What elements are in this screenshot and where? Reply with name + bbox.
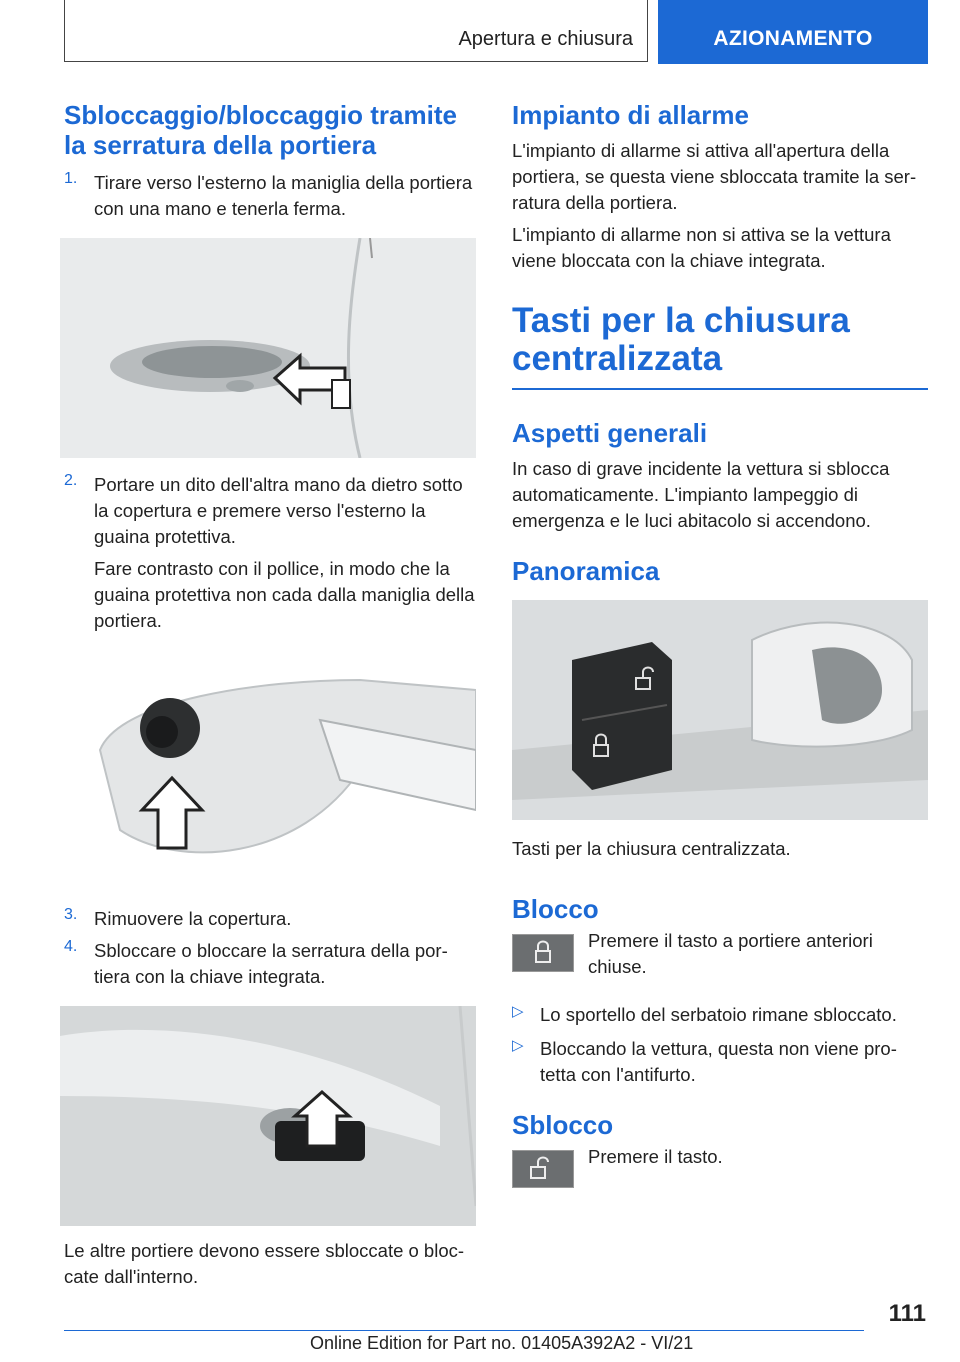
step-1: 1. Tirare verso l'esterno la maniglia della portiera con una mano e tenerla ferma. <box>64 170 473 219</box>
lock-button-icon <box>512 934 574 972</box>
figure-handle-cover-removal <box>60 660 476 884</box>
step-2: 2. Portare un dito dell'altra mano da dietro sotto la copertura e premere verso l'esterno la guaina protettiva. Fare contrasto con il pollice, in modo che la guaina protettiva non cada dalla maniglia della portiera. <box>64 472 475 631</box>
footer-rule <box>64 1330 864 1331</box>
general-paragraph: In caso di grave incidente la vettura si sblocca automaticamente. L'impianto lampeggio di emergenza e le luci abitacolo si accendono. <box>512 458 890 531</box>
central-locking-illustration <box>512 600 928 820</box>
cover-removal-illustration <box>60 660 476 884</box>
page-header <box>64 0 928 64</box>
unlock-icon <box>513 1151 573 1187</box>
main-heading-central-locking: Tasti per la chiusura centralizzata <box>512 301 850 378</box>
lock-icon <box>513 935 573 971</box>
alarm-paragraph-2: L'impianto di allarme non si attiva se la vettura viene bloccata con la chiave integrata. <box>512 224 891 271</box>
unlock-instruction: Premere il tasto. <box>512 1150 928 1190</box>
figure-door-handle-pull <box>60 238 476 458</box>
step-4: 4. Sbloccare o bloccare la serratura della por- tiera con la chiave integrata. <box>64 938 448 987</box>
chapter-title: AZIONAMENTO <box>713 27 873 50</box>
edition-note: Online Edition for Part no. 01405A392A2 - VI/21 <box>310 1333 694 1353</box>
overview-heading: Panoramica <box>512 556 660 586</box>
overview-caption: Tasti per la chiusura centralizzata. <box>512 838 791 859</box>
lock-heading: Blocco <box>512 894 599 924</box>
section-heading-door-lock: Sbloccaggio/bloccaggio tramite la serratura della portiera <box>64 100 457 160</box>
right-column <box>512 100 928 1190</box>
step-3: 3. Rimuovere la copertura. <box>64 906 292 929</box>
figure-integrated-key <box>60 1006 476 1226</box>
page-number: 111 <box>888 1300 926 1327</box>
bullet-fuel-flap: ▷ Lo sportello del serbatoio rimane sbloccato. <box>512 1003 897 1025</box>
lock-instruction: Premere il tasto a portiere anteriori chiuse. <box>512 934 928 990</box>
integrated-key-illustration <box>60 1006 476 1226</box>
section-tab <box>64 0 648 62</box>
triangle-bullet-icon: ▷ <box>512 1003 524 1020</box>
section-title: Apertura e chiusura <box>458 28 633 50</box>
figure-central-locking-buttons <box>512 600 928 820</box>
unlock-heading: Sblocco <box>512 1110 614 1140</box>
heading-rule <box>512 388 928 390</box>
alarm-paragraph-1: L'impianto di allarme si attiva all'apertura della portiera, se questa viene sbloccata tramite la ser- ratura della portiera. <box>512 140 917 213</box>
door-handle-illustration <box>60 238 476 458</box>
bullet-antitheft: ▷ Bloccando la vettura, questa non viene pro- tetta con l'antifurto. <box>512 1037 897 1085</box>
left-column <box>64 100 478 1290</box>
chapter-tab <box>658 0 928 64</box>
general-heading: Aspetti generali <box>512 418 708 448</box>
triangle-bullet-icon: ▷ <box>512 1037 524 1054</box>
unlock-button-icon <box>512 1150 574 1188</box>
closing-note: Le altre portiere devono essere sbloccate o bloc- cate dall'interno. <box>64 1240 465 1287</box>
alarm-heading: Impianto di allarme <box>512 100 749 130</box>
